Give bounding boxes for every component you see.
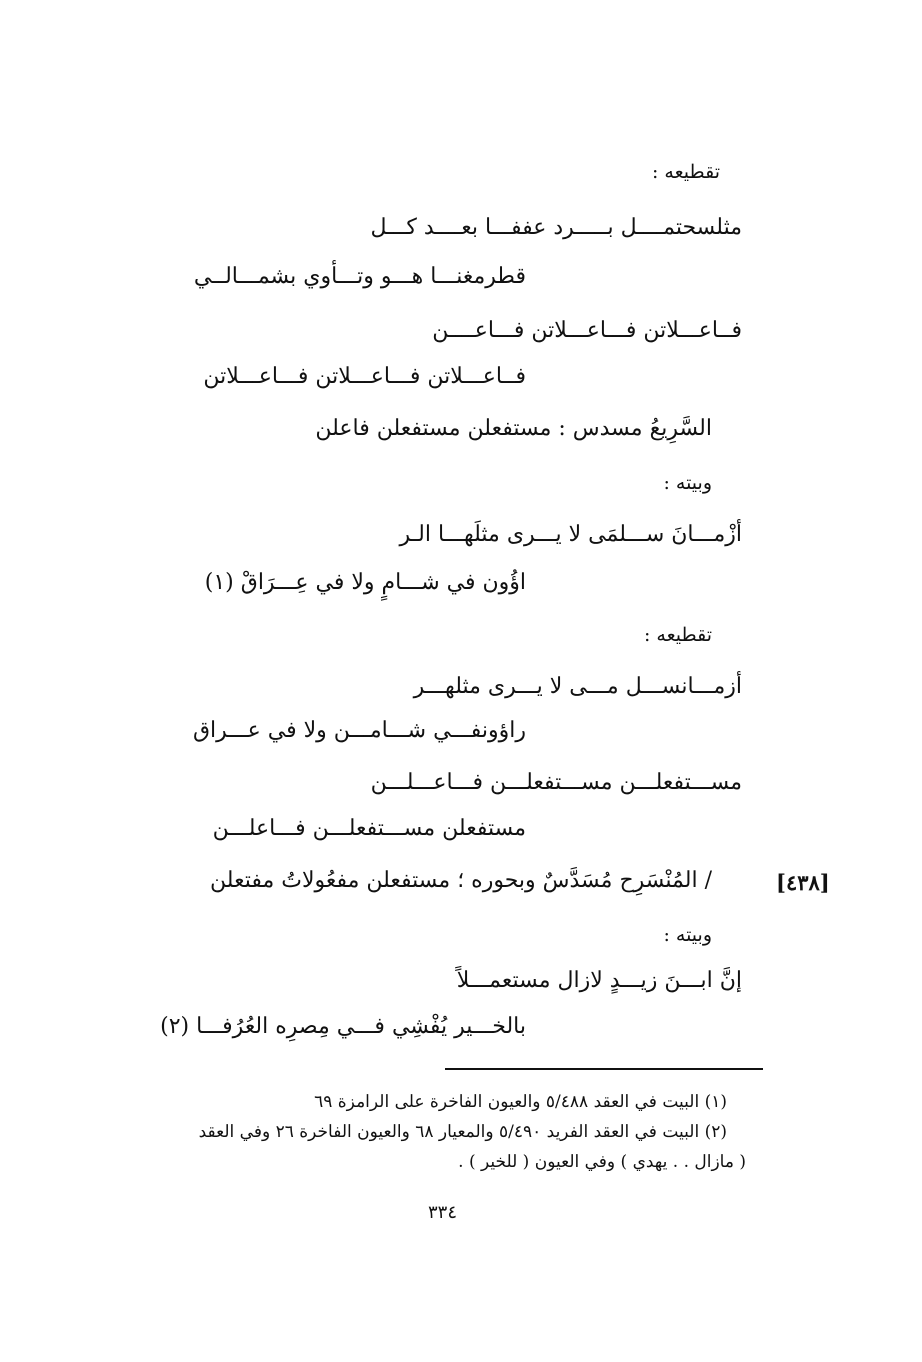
verse-line: أزْمـــانَ ســـلمَى لا يـــرى مثلَهـــا الـر xyxy=(399,522,742,547)
footnote: (٢) البيت في العقد الفريد ٥/٤٩٠ والمعيار ٦٨ والعيون الفاخرة ٢٦ وفي العقد xyxy=(198,1122,727,1142)
verse-heading: وبيته : xyxy=(663,924,712,946)
verse-heading: وبيته : xyxy=(663,472,712,494)
scansion-heading: تقطيعه : xyxy=(643,624,712,646)
verse-line: بالخـــير يُفْشِي فـــي مِصرِه العُرُفـــا (٢) xyxy=(160,1014,526,1039)
scansion-line: مثلسحتمــــل بـــــرد عففـــا بعــــد كـــل xyxy=(370,215,742,240)
meter-title: / المُنْسَرِح مُسَدَّسٌ وبحوره ؛ مستفعلن مفعُولاتُ مفتعلن xyxy=(210,868,712,893)
meter-feet-line: مستفعلن مســـتفعلـــن فـــاعلـــن xyxy=(212,816,526,841)
scansion-line: قطرمغنـــا هـــو وتـــأوي بشمـــالــي xyxy=(193,264,526,289)
meter-feet-line: مســـتفعلـــن مســـتفعلـــن فـــاعـــلـــن xyxy=(370,770,742,795)
page-number: ٣٣٤ xyxy=(428,1202,458,1223)
meter-feet-line: فــاعـــلاتن فـــاعـــلاتن فـــاعــــن xyxy=(432,318,742,343)
footnote: (١) البيت في العقد ٥/٤٨٨ والعيون الفاخرة على الرامزة ٦٩ xyxy=(314,1092,727,1112)
scansion-heading: تقطيعه : xyxy=(651,161,720,183)
scansion-line: أزمـــانســـل مـــى لا يـــرى مثلهـــر xyxy=(413,674,742,699)
scansion-line: راؤونفـــي شـــامـــن ولا في عـــراق xyxy=(192,718,526,743)
meter-title: السَّرِيعُ مسدس : مستفعلن مستفعلن فاعلن xyxy=(315,416,712,441)
footnote-divider xyxy=(445,1068,763,1070)
meter-feet-line: فــاعـــلاتن فـــاعـــلاتن فـــاعـــلاتن xyxy=(203,364,526,389)
verse-line: اؤُون في شـــامٍ ولا في عِـــرَاقْ (١) xyxy=(204,570,526,595)
page-marker: [٤٣٨] xyxy=(776,870,830,895)
footnote: ( مازال . . يهدي ) وفي العيون ( للخير ) . xyxy=(458,1152,746,1172)
verse-line: إنَّ ابـــنَ زيـــدٍ لازال مستعمـــلاً xyxy=(456,968,742,993)
